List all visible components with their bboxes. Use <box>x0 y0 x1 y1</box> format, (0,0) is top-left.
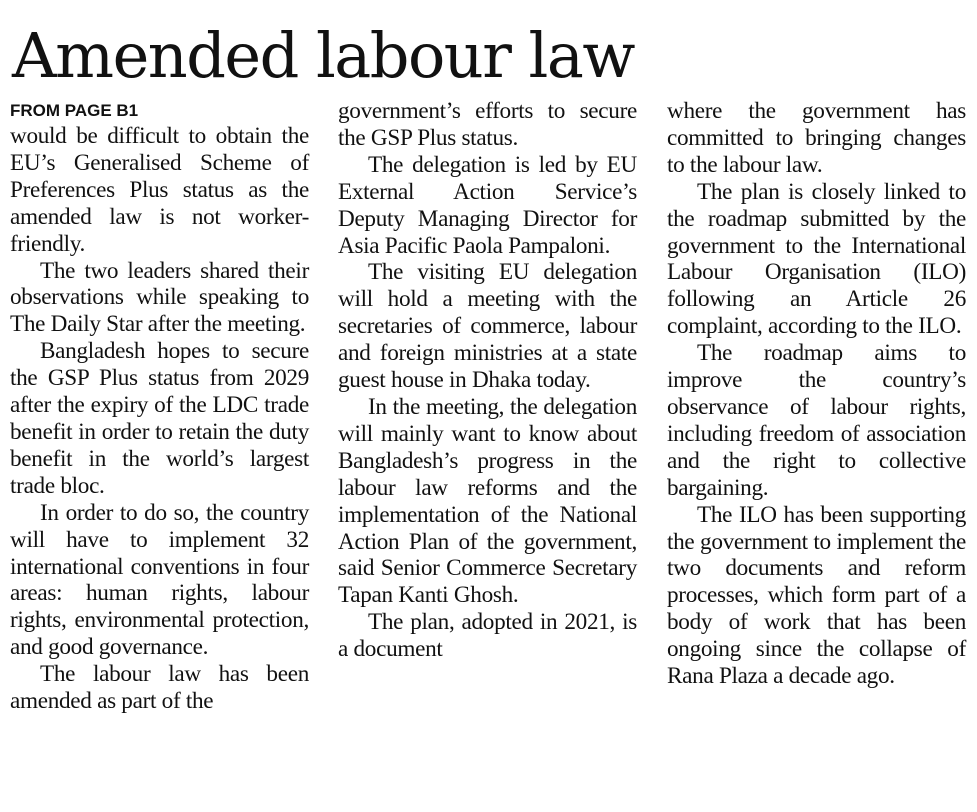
paragraph: government’s efforts to secure the GSP Plus status. <box>338 98 637 151</box>
paragraph: The plan, adopted in 2021, is a document <box>338 609 637 663</box>
paragraph: where the government has committed to bringing changes to the labour law. <box>667 98 966 178</box>
article-headline: Amended labour law <box>12 19 634 92</box>
paragraph: The roadmap aims to improve the country’s observance of labour rights, including freedom of association and the right to collective bargaining. <box>667 340 966 501</box>
paragraph: The visiting EU delegation will hold a meeting with the secretaries of commerce, labour and foreign ministries at a state guest house in Dhaka today. <box>338 259 637 394</box>
paragraph: The ILO has been supporting the government to implement the two documents and reform processes, which form part of a body of work that has been ongoing since the collapse of Rana Plaza a decade ago. <box>667 501 966 690</box>
article-column-2 <box>338 98 637 663</box>
article-column-1 <box>10 98 309 715</box>
paragraph: The two leaders shared their observations while speaking to The Daily Star after the meeting. <box>10 257 309 338</box>
paragraph: In the meeting, the delegation will mainly want to know about Bangladesh’s progress in the labour law reforms and the implementation of the National Action Plan of the government, said Senior Commerce Secretary Tapan Kanti Ghosh. <box>338 393 637 609</box>
paragraph: The labour law has been amended as part of the <box>10 661 309 715</box>
paragraph: The delegation is led by EU External Action Service’s Deputy Managing Director for Asia Pacific Paola Pampaloni. <box>338 151 637 259</box>
article-column-3 <box>667 98 966 690</box>
paragraph: would be difficult to obtain the EU’s Generalised Scheme of Preferences Plus status as the amended law is not worker-friendly. <box>10 123 309 257</box>
paragraph: In order to do so, the country will have to implement 32 international conventions in four areas: human rights, labour rights, environmental protection, and good governance. <box>10 499 309 661</box>
paragraph: Bangladesh hopes to secure the GSP Plus status from 2029 after the expiry of the LDC trade benefit in order to retain the duty benefit in the world’s largest trade bloc. <box>10 338 309 499</box>
jump-label: FROM PAGE B1 <box>10 101 139 120</box>
paragraph: The plan is closely linked to the roadmap submitted by the government to the International Labour Organisation (ILO) following an Article 26 complaint, according to the ILO. <box>667 178 966 340</box>
